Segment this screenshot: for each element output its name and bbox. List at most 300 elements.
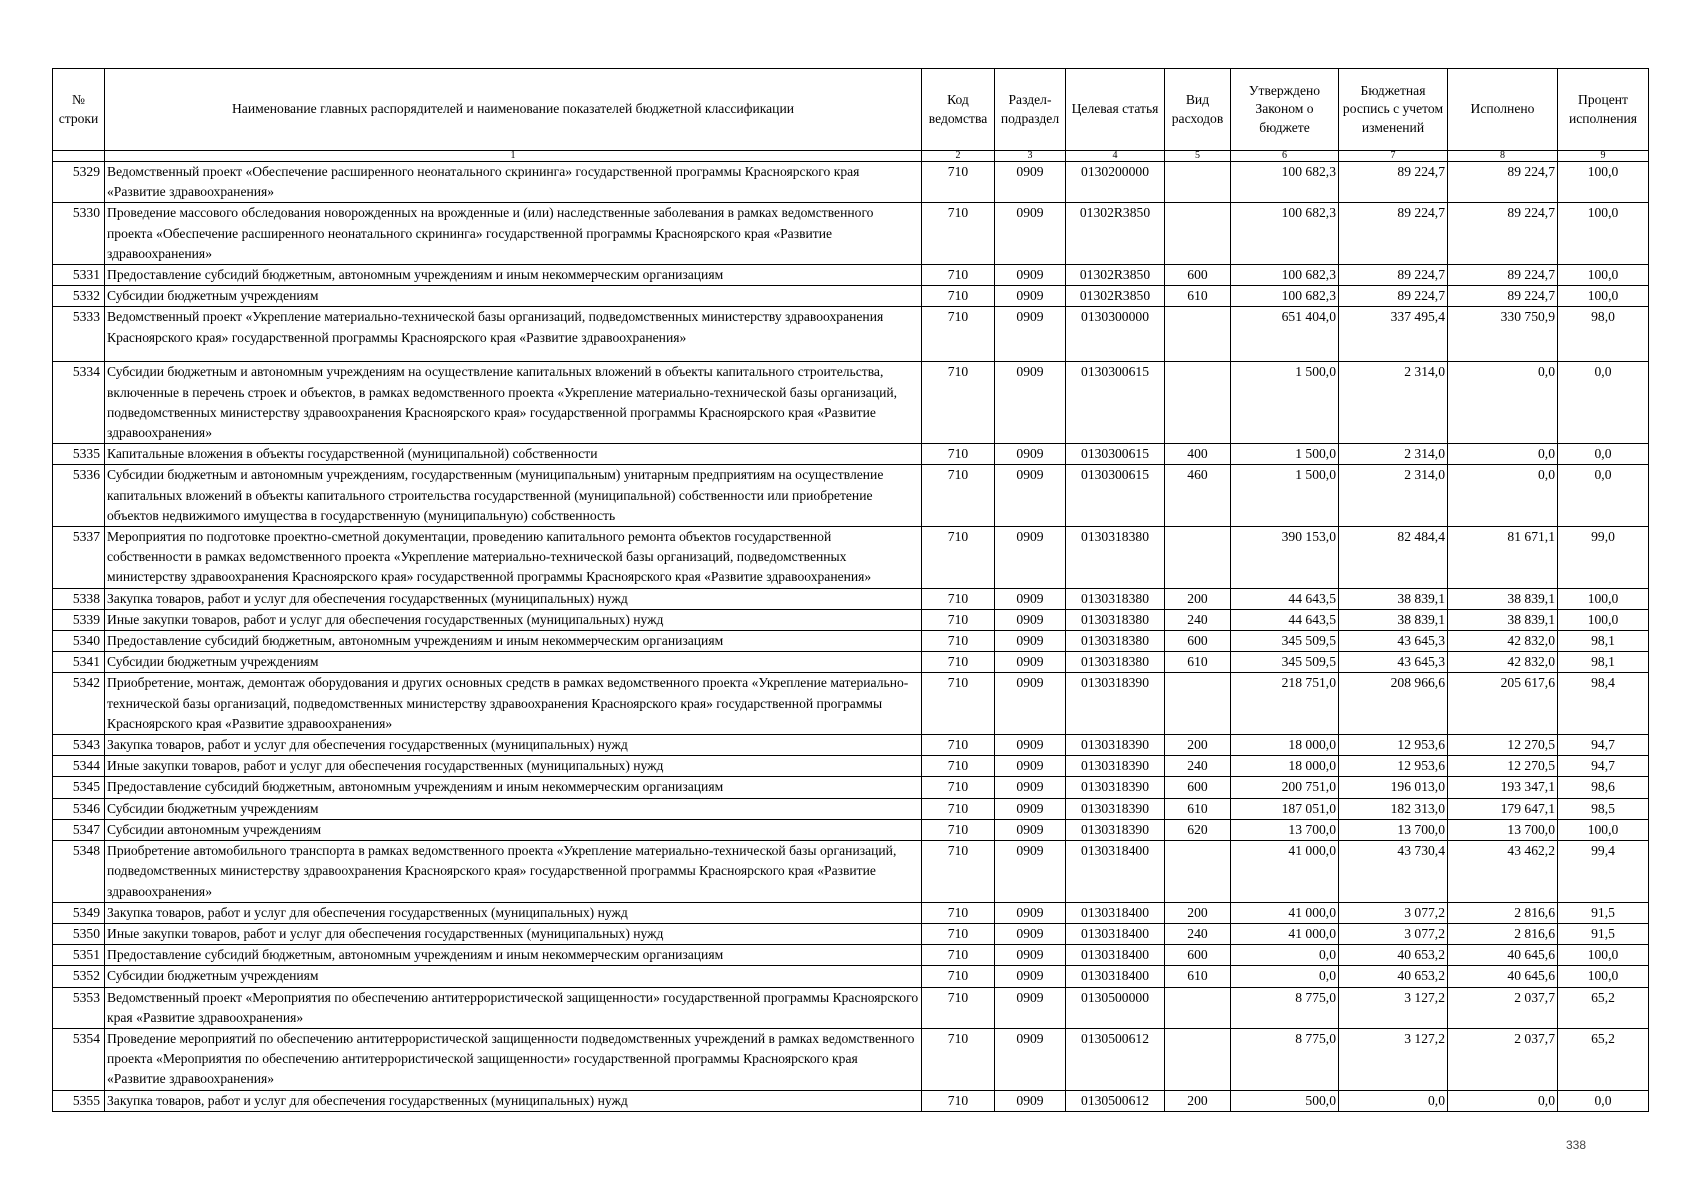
row-department-code: 710 [922,841,995,903]
table-row [53,162,1649,203]
row-department-code: 710 [922,902,995,923]
row-percent: 100,0 [1558,966,1649,987]
row-section: 0909 [995,527,1066,589]
table-body [53,162,1649,1112]
row-section: 0909 [995,307,1066,362]
row-name: Ведомственный проект «Обеспечение расширенного неонатального скрининга» государственной программы Красноярского края «Развитие здравоохранения» [105,162,922,203]
row-executed: 13 700,0 [1448,819,1558,840]
row-number: 5348 [53,841,105,903]
row-number: 5338 [53,588,105,609]
row-number: 5354 [53,1028,105,1090]
row-expense-type: 460 [1165,465,1231,527]
row-name: Предоставление субсидий бюджетным, автономным учреждениям и иным некоммерческим организациям [105,945,922,966]
row-name: Субсидии бюджетным и автономным учреждениям на осуществление капитальных вложений в объекты капитального строительства, включенные в перечень строек и объектов, в рамках ведомственного проекта «Укрепление материально-технической базы организаций, подведомственных министерству здравоохранения Красноярского края» государственной программы Красноярского края «Развитие здравоохранения» [105,362,922,444]
row-approved: 345 509,5 [1231,652,1339,673]
column-number: 8 [1448,151,1558,162]
row-department-code: 710 [922,527,995,589]
row-section: 0909 [995,1028,1066,1090]
row-budget-schedule: 43 645,3 [1339,631,1448,652]
row-expense-type [1165,203,1231,265]
row-target-article: 0130500612 [1066,1090,1165,1111]
row-percent: 100,0 [1558,286,1649,307]
row-expense-type [1165,527,1231,589]
row-executed: 12 270,5 [1448,735,1558,756]
row-expense-type: 200 [1165,1090,1231,1111]
row-percent: 100,0 [1558,265,1649,286]
row-approved: 44 643,5 [1231,609,1339,630]
row-target-article: 0130318380 [1066,609,1165,630]
row-approved: 651 404,0 [1231,307,1339,362]
header-row-number: № строки [53,69,105,151]
row-target-article: 0130318390 [1066,673,1165,735]
row-department-code: 710 [922,307,995,362]
row-expense-type [1165,1028,1231,1090]
row-section: 0909 [995,945,1066,966]
table-header [53,69,1649,162]
row-approved: 13 700,0 [1231,819,1339,840]
table-row [53,798,1649,819]
column-number-empty [53,151,105,162]
table-row [53,203,1649,265]
table-row [53,307,1649,362]
row-target-article: 0130318380 [1066,527,1165,589]
row-budget-schedule: 43 645,3 [1339,652,1448,673]
row-budget-schedule: 43 730,4 [1339,841,1448,903]
row-number: 5337 [53,527,105,589]
row-approved: 500,0 [1231,1090,1339,1111]
row-approved: 100 682,3 [1231,162,1339,203]
table-row [53,609,1649,630]
row-section: 0909 [995,777,1066,798]
row-executed: 2 037,7 [1448,987,1558,1028]
row-number: 5335 [53,444,105,465]
row-target-article: 01302R3850 [1066,203,1165,265]
table-row [53,673,1649,735]
header-name: Наименование главных распорядителей и наименование показателей бюджетной классификации [105,69,922,151]
table-row [53,923,1649,944]
row-percent: 99,0 [1558,527,1649,589]
row-executed: 38 839,1 [1448,609,1558,630]
row-name: Проведение мероприятий по обеспечению антитеррористической защищенности подведомственных учреждений в рамках ведомственного проекта «Мероприятия по обеспечению антитеррористической защищенности» государственной программы Красноярского края «Развитие здравоохранения» [105,1028,922,1090]
row-expense-type: 400 [1165,444,1231,465]
row-approved: 41 000,0 [1231,902,1339,923]
row-name: Субсидии бюджетным и автономным учреждениям, государственным (муниципальным) унитарным предприятиям на осуществление капитальных вложений в объекты капитального строительства государственной (муниципальной) собственности или приобретение объектов недвижимого имущества в государственную (муниципальную) собственность [105,465,922,527]
column-number: 2 [922,151,995,162]
row-target-article: 0130500612 [1066,1028,1165,1090]
header-budget-schedule: Бюджетная роспись с учетом изменений [1339,69,1448,151]
row-target-article: 0130318390 [1066,777,1165,798]
row-executed: 40 645,6 [1448,945,1558,966]
row-percent: 99,4 [1558,841,1649,903]
row-approved: 8 775,0 [1231,987,1339,1028]
row-executed: 0,0 [1448,444,1558,465]
header-department-code: Код ведомства [922,69,995,151]
row-number: 5347 [53,819,105,840]
row-name: Субсидии бюджетным учреждениям [105,966,922,987]
row-approved: 187 051,0 [1231,798,1339,819]
row-section: 0909 [995,798,1066,819]
row-target-article: 0130318380 [1066,588,1165,609]
table-row [53,902,1649,923]
table-row [53,444,1649,465]
row-department-code: 710 [922,945,995,966]
row-expense-type: 200 [1165,902,1231,923]
row-name: Субсидии бюджетным учреждениям [105,798,922,819]
row-approved: 18 000,0 [1231,735,1339,756]
row-section: 0909 [995,265,1066,286]
row-department-code: 710 [922,465,995,527]
row-department-code: 710 [922,777,995,798]
row-budget-schedule: 38 839,1 [1339,588,1448,609]
row-department-code: 710 [922,966,995,987]
row-expense-type: 600 [1165,945,1231,966]
row-budget-schedule: 3 077,2 [1339,902,1448,923]
row-section: 0909 [995,362,1066,444]
row-name: Проведение массового обследования новорожденных на врожденные и (или) наследственные заболевания в рамках ведомственного проекта «Обеспечение расширенного неонатального скрининга» государственной программы Красноярского края «Развитие здравоохранения» [105,203,922,265]
row-target-article: 0130300615 [1066,444,1165,465]
header-expense-type: Вид расходов [1165,69,1231,151]
table-row [53,362,1649,444]
row-percent: 94,7 [1558,756,1649,777]
budget-table [52,68,1649,1112]
row-name: Субсидии автономным учреждениям [105,819,922,840]
row-executed: 89 224,7 [1448,162,1558,203]
row-number: 5341 [53,652,105,673]
row-percent: 65,2 [1558,987,1649,1028]
table-row [53,756,1649,777]
row-budget-schedule: 2 314,0 [1339,465,1448,527]
row-name: Закупка товаров, работ и услуг для обеспечения государственных (муниципальных) нужд [105,902,922,923]
row-department-code: 710 [922,987,995,1028]
row-target-article: 0130500000 [1066,987,1165,1028]
row-expense-type: 600 [1165,631,1231,652]
row-executed: 0,0 [1448,362,1558,444]
row-section: 0909 [995,756,1066,777]
row-executed: 0,0 [1448,1090,1558,1111]
row-target-article: 0130300615 [1066,362,1165,444]
column-number: 7 [1339,151,1448,162]
row-number: 5343 [53,735,105,756]
row-approved: 390 153,0 [1231,527,1339,589]
row-name: Предоставление субсидий бюджетным, автономным учреждениям и иным некоммерческим организациям [105,631,922,652]
row-target-article: 01302R3850 [1066,265,1165,286]
row-executed: 43 462,2 [1448,841,1558,903]
row-percent: 0,0 [1558,1090,1649,1111]
row-executed: 0,0 [1448,465,1558,527]
report-sheet [52,68,1648,1112]
row-name: Закупка товаров, работ и услуг для обеспечения государственных (муниципальных) нужд [105,588,922,609]
table-row [53,987,1649,1028]
row-target-article: 0130318400 [1066,945,1165,966]
row-budget-schedule: 12 953,6 [1339,735,1448,756]
row-approved: 41 000,0 [1231,841,1339,903]
table-row [53,1028,1649,1090]
row-expense-type: 600 [1165,777,1231,798]
column-number: 6 [1231,151,1339,162]
row-name: Приобретение автомобильного транспорта в рамках ведомственного проекта «Укрепление материально-технической базы организаций, подведомственных министерству здравоохранения Красноярского края» государственной программы Красноярского края «Развитие здравоохранения» [105,841,922,903]
row-percent: 100,0 [1558,162,1649,203]
row-department-code: 710 [922,1090,995,1111]
row-name: Ведомственный проект «Мероприятия по обеспечению антитеррористической защищенности» государственной программы Красноярского края «Развитие здравоохранения» [105,987,922,1028]
column-number: 4 [1066,151,1165,162]
row-department-code: 710 [922,444,995,465]
row-expense-type: 610 [1165,286,1231,307]
row-name: Закупка товаров, работ и услуг для обеспечения государственных (муниципальных) нужд [105,1090,922,1111]
row-approved: 100 682,3 [1231,203,1339,265]
header-executed: Исполнено [1448,69,1558,151]
row-name: Приобретение, монтаж, демонтаж оборудования и других основных средств в рамках ведомственного проекта «Укрепление материально-технической базы организаций, подведомственных министерству здравоохранения Красноярского края» государственной программы Красноярского края «Развитие здравоохранения» [105,673,922,735]
row-name: Предоставление субсидий бюджетным, автономным учреждениям и иным некоммерческим организациям [105,265,922,286]
row-section: 0909 [995,1090,1066,1111]
row-section: 0909 [995,609,1066,630]
row-budget-schedule: 0,0 [1339,1090,1448,1111]
row-percent: 0,0 [1558,362,1649,444]
row-budget-schedule: 196 013,0 [1339,777,1448,798]
row-department-code: 710 [922,162,995,203]
row-name: Иные закупки товаров, работ и услуг для обеспечения государственных (муниципальных) нужд [105,609,922,630]
row-executed: 89 224,7 [1448,286,1558,307]
table-row [53,735,1649,756]
row-percent: 100,0 [1558,588,1649,609]
row-budget-schedule: 2 314,0 [1339,362,1448,444]
row-department-code: 710 [922,203,995,265]
row-expense-type: 610 [1165,652,1231,673]
row-name: Капитальные вложения в объекты государственной (муниципальной) собственности [105,444,922,465]
header-row [53,69,1649,151]
row-expense-type [1165,307,1231,362]
row-section: 0909 [995,652,1066,673]
row-percent: 98,6 [1558,777,1649,798]
row-budget-schedule: 89 224,7 [1339,265,1448,286]
row-section: 0909 [995,465,1066,527]
row-executed: 12 270,5 [1448,756,1558,777]
row-approved: 41 000,0 [1231,923,1339,944]
row-percent: 100,0 [1558,945,1649,966]
row-executed: 81 671,1 [1448,527,1558,589]
row-approved: 1 500,0 [1231,444,1339,465]
row-target-article: 0130200000 [1066,162,1165,203]
table-row [53,588,1649,609]
row-percent: 98,1 [1558,631,1649,652]
column-number: 1 [105,151,922,162]
row-target-article: 0130318380 [1066,631,1165,652]
row-executed: 2 816,6 [1448,902,1558,923]
row-section: 0909 [995,588,1066,609]
row-department-code: 710 [922,652,995,673]
row-executed: 179 647,1 [1448,798,1558,819]
row-number: 5350 [53,923,105,944]
row-department-code: 710 [922,735,995,756]
row-approved: 200 751,0 [1231,777,1339,798]
row-budget-schedule: 89 224,7 [1339,162,1448,203]
row-department-code: 710 [922,286,995,307]
row-department-code: 710 [922,1028,995,1090]
row-target-article: 0130318400 [1066,841,1165,903]
row-expense-type [1165,987,1231,1028]
row-percent: 98,4 [1558,673,1649,735]
row-number: 5331 [53,265,105,286]
table-row [53,777,1649,798]
row-department-code: 710 [922,631,995,652]
column-number: 9 [1558,151,1649,162]
header-approved: Утверждено Законом о бюджете [1231,69,1339,151]
row-approved: 1 500,0 [1231,465,1339,527]
row-approved: 18 000,0 [1231,756,1339,777]
row-target-article: 0130318380 [1066,652,1165,673]
row-approved: 218 751,0 [1231,673,1339,735]
row-target-article: 0130318400 [1066,966,1165,987]
row-department-code: 710 [922,362,995,444]
row-budget-schedule: 3 127,2 [1339,987,1448,1028]
row-target-article: 0130300615 [1066,465,1165,527]
row-department-code: 710 [922,819,995,840]
row-expense-type: 200 [1165,588,1231,609]
row-target-article: 0130318390 [1066,819,1165,840]
column-number-row [53,151,1649,162]
row-executed: 205 617,6 [1448,673,1558,735]
row-number: 5352 [53,966,105,987]
row-expense-type [1165,362,1231,444]
page-number: 338 [1566,1138,1587,1152]
row-budget-schedule: 3 077,2 [1339,923,1448,944]
row-budget-schedule: 40 653,2 [1339,966,1448,987]
row-budget-schedule: 208 966,6 [1339,673,1448,735]
row-number: 5355 [53,1090,105,1111]
row-percent: 98,1 [1558,652,1649,673]
row-expense-type: 200 [1165,735,1231,756]
row-name: Мероприятия по подготовке проектно-сметной документации, проведению капитального ремонта объектов государственной собственности в рамках ведомственного проекта «Укрепление материально-технической базы организаций, подведомственных министерству здравоохранения Красноярского края» государственной программы Красноярского края «Развитие здравоохранения» [105,527,922,589]
row-section: 0909 [995,203,1066,265]
table-row [53,841,1649,903]
row-target-article: 0130318400 [1066,923,1165,944]
row-section: 0909 [995,987,1066,1028]
header-target-article: Целевая статья [1066,69,1165,151]
row-target-article: 0130300000 [1066,307,1165,362]
row-target-article: 0130318390 [1066,798,1165,819]
row-approved: 1 500,0 [1231,362,1339,444]
row-department-code: 710 [922,673,995,735]
row-number: 5333 [53,307,105,362]
row-percent: 100,0 [1558,203,1649,265]
row-number: 5339 [53,609,105,630]
column-number: 3 [995,151,1066,162]
row-approved: 44 643,5 [1231,588,1339,609]
row-name: Субсидии бюджетным учреждениям [105,652,922,673]
row-approved: 100 682,3 [1231,286,1339,307]
row-approved: 8 775,0 [1231,1028,1339,1090]
table-row [53,265,1649,286]
header-section: Раздел-подраздел [995,69,1066,151]
row-section: 0909 [995,162,1066,203]
row-budget-schedule: 337 495,4 [1339,307,1448,362]
row-section: 0909 [995,286,1066,307]
row-section: 0909 [995,966,1066,987]
row-executed: 2 037,7 [1448,1028,1558,1090]
row-name: Иные закупки товаров, работ и услуг для обеспечения государственных (муниципальных) нужд [105,756,922,777]
row-number: 5353 [53,987,105,1028]
row-section: 0909 [995,631,1066,652]
row-section: 0909 [995,841,1066,903]
row-name: Иные закупки товаров, работ и услуг для обеспечения государственных (муниципальных) нужд [105,923,922,944]
row-executed: 193 347,1 [1448,777,1558,798]
row-number: 5346 [53,798,105,819]
row-target-article: 01302R3850 [1066,286,1165,307]
row-section: 0909 [995,673,1066,735]
row-budget-schedule: 2 314,0 [1339,444,1448,465]
header-percent: Процент исполнения [1558,69,1649,151]
table-row [53,286,1649,307]
row-expense-type: 240 [1165,756,1231,777]
table-row [53,527,1649,589]
row-name: Ведомственный проект «Укрепление материально-технической базы организаций, подведомственных министерству здравоохранения Красноярского края» государственной программы Красноярского края «Развитие здравоохранения» [105,307,922,362]
row-number: 5332 [53,286,105,307]
row-section: 0909 [995,902,1066,923]
row-number: 5342 [53,673,105,735]
row-number: 5345 [53,777,105,798]
row-percent: 100,0 [1558,819,1649,840]
row-percent: 94,7 [1558,735,1649,756]
row-section: 0909 [995,735,1066,756]
row-expense-type: 610 [1165,966,1231,987]
row-name: Закупка товаров, работ и услуг для обеспечения государственных (муниципальных) нужд [105,735,922,756]
row-expense-type: 240 [1165,609,1231,630]
row-executed: 330 750,9 [1448,307,1558,362]
row-section: 0909 [995,923,1066,944]
row-percent: 98,5 [1558,798,1649,819]
row-budget-schedule: 13 700,0 [1339,819,1448,840]
row-name: Предоставление субсидий бюджетным, автономным учреждениям и иным некоммерческим организациям [105,777,922,798]
row-executed: 40 645,6 [1448,966,1558,987]
table-row [53,966,1649,987]
row-expense-type: 620 [1165,819,1231,840]
row-number: 5336 [53,465,105,527]
row-name: Субсидии бюджетным учреждениям [105,286,922,307]
row-department-code: 710 [922,588,995,609]
table-row [53,652,1649,673]
row-number: 5330 [53,203,105,265]
table-row [53,1090,1649,1111]
row-section: 0909 [995,819,1066,840]
row-department-code: 710 [922,756,995,777]
row-number: 5329 [53,162,105,203]
row-target-article: 0130318400 [1066,902,1165,923]
column-number: 5 [1165,151,1231,162]
table-row [53,465,1649,527]
row-approved: 0,0 [1231,945,1339,966]
row-budget-schedule: 12 953,6 [1339,756,1448,777]
row-budget-schedule: 182 313,0 [1339,798,1448,819]
row-department-code: 710 [922,265,995,286]
row-department-code: 710 [922,923,995,944]
row-percent: 0,0 [1558,465,1649,527]
row-approved: 0,0 [1231,966,1339,987]
row-budget-schedule: 38 839,1 [1339,609,1448,630]
row-budget-schedule: 89 224,7 [1339,203,1448,265]
row-expense-type: 610 [1165,798,1231,819]
row-expense-type: 600 [1165,265,1231,286]
row-percent: 0,0 [1558,444,1649,465]
row-percent: 65,2 [1558,1028,1649,1090]
row-number: 5344 [53,756,105,777]
row-section: 0909 [995,444,1066,465]
row-budget-schedule: 40 653,2 [1339,945,1448,966]
row-department-code: 710 [922,798,995,819]
row-department-code: 710 [922,609,995,630]
row-budget-schedule: 3 127,2 [1339,1028,1448,1090]
row-percent: 91,5 [1558,923,1649,944]
row-target-article: 0130318390 [1066,756,1165,777]
row-executed: 89 224,7 [1448,265,1558,286]
